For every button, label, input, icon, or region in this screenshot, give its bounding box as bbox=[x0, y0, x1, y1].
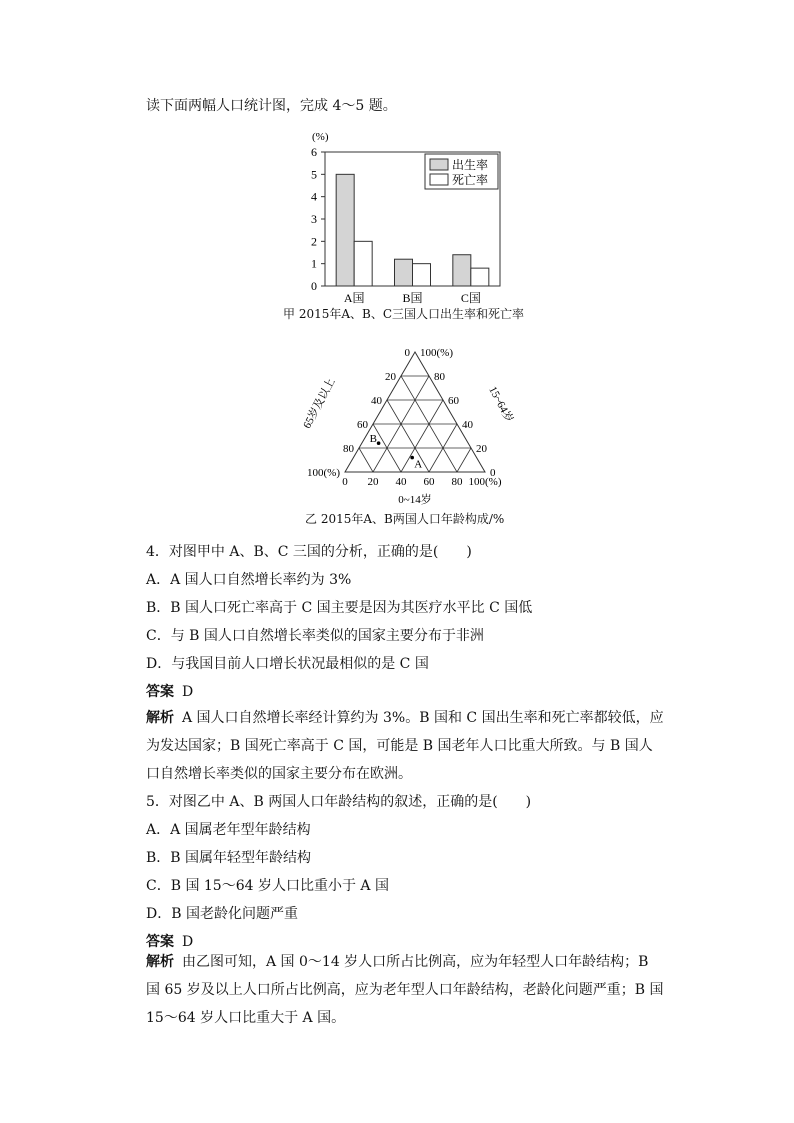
q5-option-c: C．B 国 15～64 岁人口比重小于 A 国 bbox=[146, 878, 389, 894]
q4-analysis-label: 解析 bbox=[146, 710, 174, 726]
left-tick-label: 40 bbox=[371, 395, 382, 407]
grid-line bbox=[387, 400, 429, 472]
q5-analysis-label: 解析 bbox=[146, 954, 174, 970]
grid-line bbox=[359, 448, 373, 472]
grid-line bbox=[457, 448, 471, 472]
y-tick-label: 2 bbox=[311, 234, 317, 249]
legend-label: 死亡率 bbox=[452, 173, 489, 187]
right-axis-title: 15~64岁 bbox=[486, 384, 516, 425]
left-axis-title: 65岁及以上 bbox=[301, 376, 338, 431]
y-tick-label: 6 bbox=[311, 145, 317, 159]
q4-answer bbox=[146, 682, 193, 702]
left-tick-label: 100(%) bbox=[307, 467, 340, 479]
q5-answer-label: 答案 bbox=[146, 934, 174, 950]
legend-label: 出生率 bbox=[452, 158, 489, 172]
left-tick-label: 20 bbox=[385, 371, 396, 383]
right-tick-label: 80 bbox=[434, 371, 445, 383]
y-tick-label: 3 bbox=[311, 212, 317, 226]
x-category-label: C国 bbox=[460, 291, 481, 305]
q5-option-b: B．B 国属年轻型年龄结构 bbox=[146, 850, 312, 866]
y-tick-label: 1 bbox=[311, 256, 317, 271]
bar-birth bbox=[336, 174, 354, 286]
left-tick-label: 60 bbox=[357, 419, 368, 431]
bar-death bbox=[471, 268, 489, 286]
q4-answer-value: D bbox=[182, 684, 194, 700]
x-category-label: A国 bbox=[343, 291, 365, 305]
q4-analysis-text: A 国人口自然增长率经计算约为 3%。B 国和 C 国出生率和死亡率都较低，应为发达国家；B 国死亡率高于 C 国，可能是 B 国老年人口比重大所致。与 B 国人口自然增长率类似的国家主要分布在欧洲。 bbox=[146, 710, 664, 782]
q4-analysis bbox=[146, 704, 666, 788]
legend-swatch bbox=[430, 159, 448, 170]
q4-option-b: B．B 国人口死亡率高于 C 国主要是因为其医疗水平比 C 国低 bbox=[146, 600, 533, 616]
right-tick-label: 0 bbox=[490, 467, 496, 479]
q4-answer-label: 答案 bbox=[146, 684, 174, 700]
x-category-label: B国 bbox=[402, 291, 423, 305]
q5-analysis bbox=[146, 948, 666, 1032]
left-tick-label: 0 bbox=[404, 347, 410, 359]
bottom-tick-label: 100(%) bbox=[468, 476, 502, 488]
q5-analysis-text: 由乙图可知，A 国 0～14 岁人口所占比例高，应为年轻型人口年龄结构；B 国 65 岁及以上人口所占比例高，应为老年型人口年龄结构，老龄化问题严重；B 国 15～64 岁人口比重大于 A 国。 bbox=[146, 954, 664, 1026]
bottom-tick-label: 20 bbox=[367, 476, 379, 488]
right-tick-label: 20 bbox=[476, 443, 487, 455]
bottom-tick-label: 60 bbox=[423, 476, 435, 488]
bottom-tick-label: 40 bbox=[395, 476, 407, 488]
chart2-caption: 乙 2015年A、B两国人口年龄构成/% bbox=[305, 512, 505, 526]
q4-option-d: D．与我国目前人口增长状况最相似的是 C 国 bbox=[146, 656, 429, 672]
bar-birth bbox=[395, 259, 413, 286]
y-tick-label: 4 bbox=[311, 189, 317, 204]
bar-birth bbox=[453, 255, 471, 286]
y-axis-unit: (%) bbox=[312, 131, 329, 143]
bar-death bbox=[413, 264, 431, 286]
birth-death-bar-chart bbox=[270, 126, 570, 326]
q4-option-a: A．A 国人口自然增长率约为 3% bbox=[146, 572, 352, 588]
right-tick-label: 100(%) bbox=[420, 347, 453, 359]
bar-death bbox=[354, 241, 372, 286]
legend-swatch bbox=[430, 174, 448, 185]
right-tick-label: 60 bbox=[448, 395, 459, 407]
bottom-tick-label: 80 bbox=[451, 476, 463, 488]
left-tick-label: 80 bbox=[343, 443, 354, 455]
y-tick-label: 0 bbox=[311, 279, 317, 293]
q5-option-a: A．A 国属老年型年龄结构 bbox=[146, 822, 311, 838]
intro-text: 读下面两幅人口统计图，完成 4～5 题。 bbox=[146, 98, 397, 114]
right-tick-label: 40 bbox=[462, 419, 473, 431]
q5-answer-value: D bbox=[182, 934, 194, 950]
point-label-B: B bbox=[369, 433, 377, 446]
y-tick-label: 5 bbox=[311, 167, 317, 182]
point-B bbox=[377, 441, 381, 445]
bottom-axis-title: 0~14岁 bbox=[398, 494, 432, 506]
age-structure-triangle-chart bbox=[290, 340, 530, 510]
q4-option-c: C．与 B 国人口自然增长率类似的国家主要分布于非洲 bbox=[146, 628, 484, 644]
point-label-A: A bbox=[414, 458, 423, 471]
q4-stem: 4．对图甲中 A、B、C 三国的分析，正确的是( ) bbox=[146, 544, 472, 560]
q5-stem: 5．对图乙中 A、B 两国人口年龄结构的叙述，正确的是( ) bbox=[146, 794, 532, 810]
triangle-frame bbox=[345, 352, 485, 472]
q5-option-d: D．B 国老龄化问题严重 bbox=[146, 906, 298, 922]
bottom-tick-label: 0 bbox=[342, 476, 348, 488]
chart1-caption: 甲 2015年A、B、C三国人口出生率和死亡率 bbox=[283, 307, 525, 321]
